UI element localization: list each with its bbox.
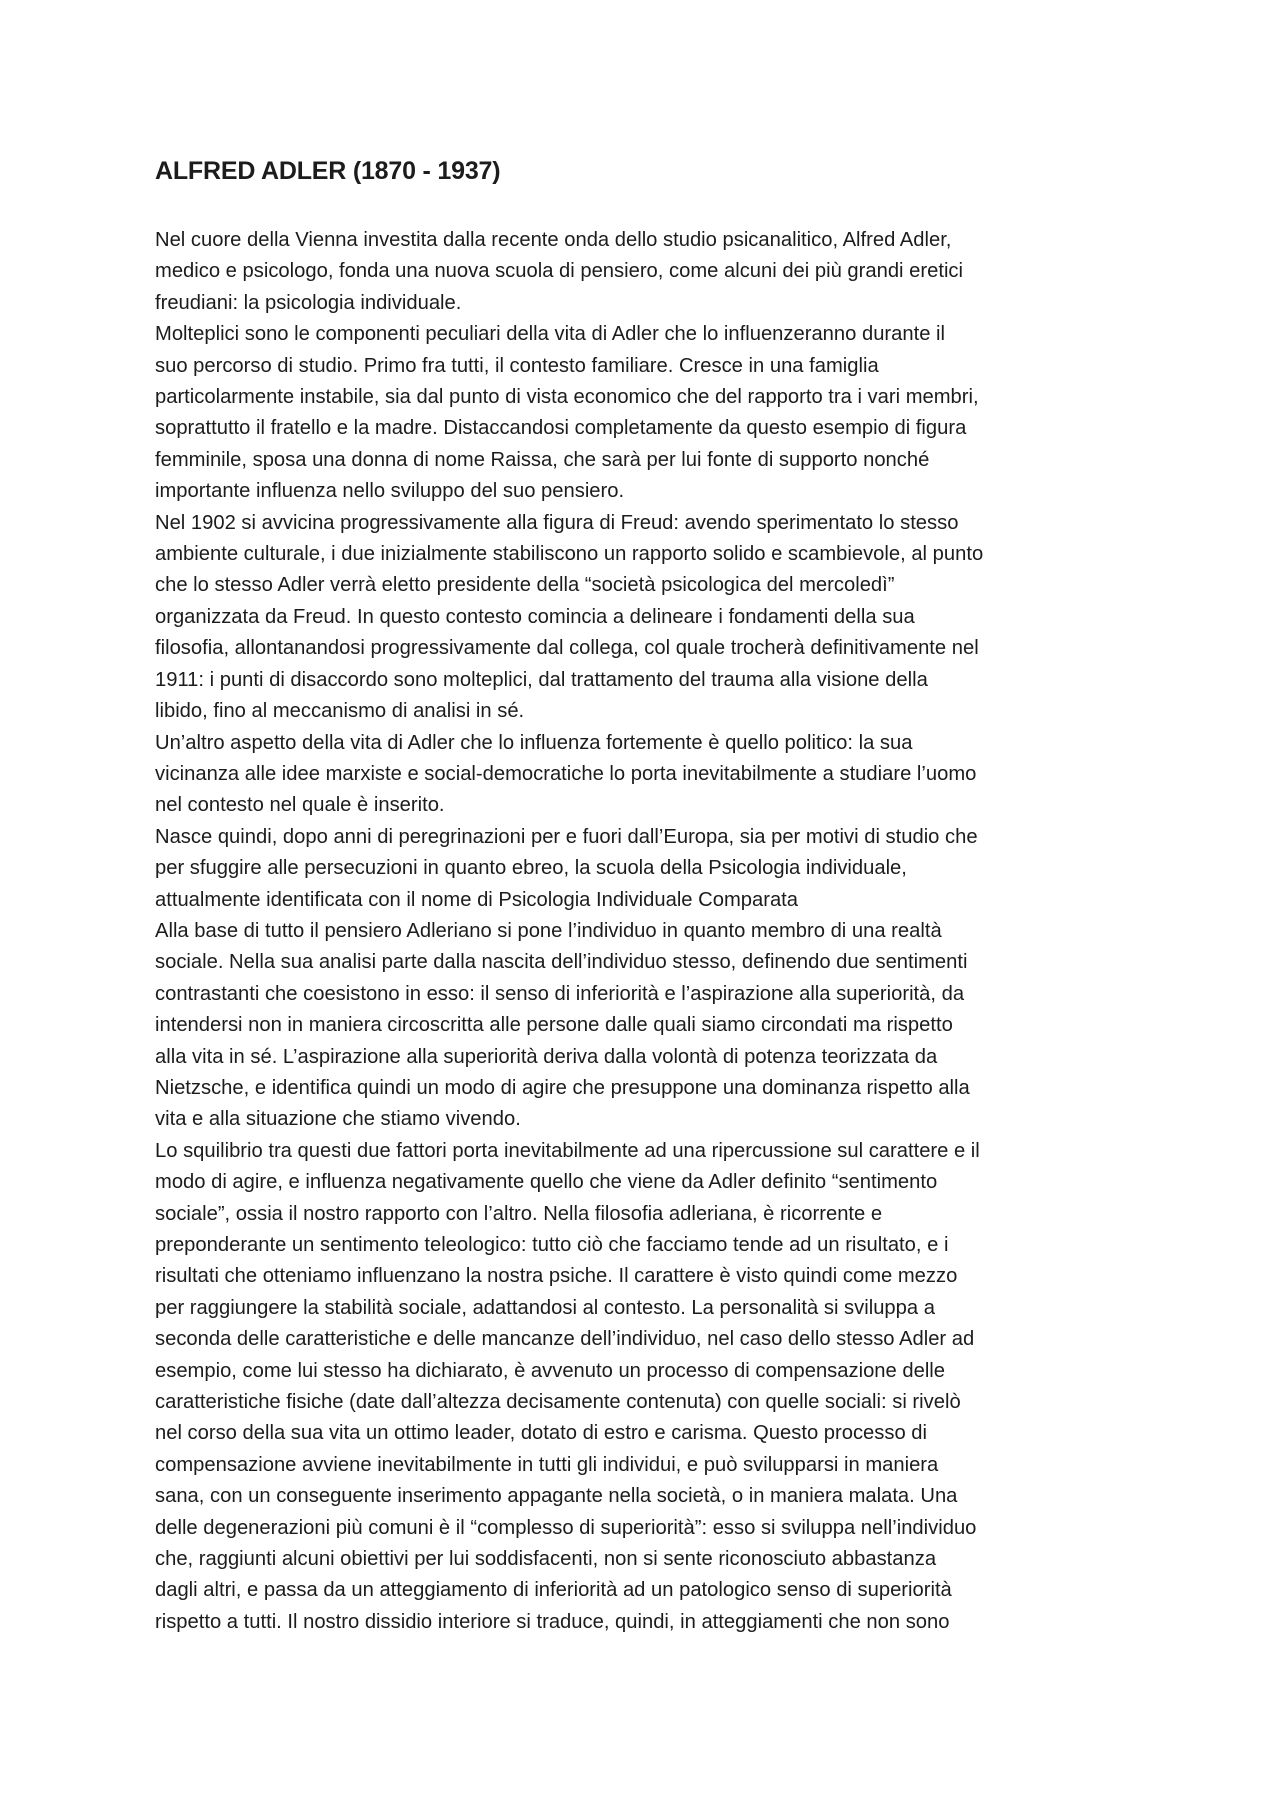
text-line: particolarmente instabile, sia dal punto di vista economico che del rapporto tra i vari membri,: [155, 386, 979, 409]
text-line: sociale. Nella sua analisi parte dalla nascita dell’individuo stesso, definendo due sentimenti: [155, 951, 968, 974]
text-line: femminile, sposa una donna di nome Raissa, che sarà per lui fonte di supporto nonché: [155, 448, 930, 471]
text-line: intendersi non in maniera circoscritta alle persone dalle quali siamo circondati ma rispetto: [155, 1014, 953, 1037]
text-line: attualmente identificata con il nome di Psicologia Individuale Comparata: [155, 888, 799, 911]
text-line: 1911: i punti di disaccordo sono molteplici, dal trattamento del trauma alla visione della: [155, 668, 928, 691]
text-line: che lo stesso Adler verrà eletto presidente della “società psicologica del mercoledì”: [155, 574, 895, 597]
text-line: medico e psicologo, fonda una nuova scuola di pensiero, come alcuni dei più grandi eretici: [155, 260, 964, 283]
text-line: freudiani: la psicologia individuale.: [155, 291, 462, 314]
text-line: sana, con un conseguente inserimento appagante nella società, o in maniera malata. Una: [155, 1485, 958, 1508]
text-line: filosofia, allontanandosi progressivamente dal collega, col quale trocherà definitivamente nel: [155, 637, 979, 660]
text-line: Nel cuore della Vienna investita dalla recente onda dello studio psicanalitico, Alfred Adler,: [155, 229, 952, 251]
text-line: Un’altro aspetto della vita di Adler che lo influenza fortemente è quello politico: la sua: [155, 731, 913, 754]
text-line: vicinanza alle idee marxiste e social-democratiche lo porta inevitabilmente a studiare l’uomo: [155, 762, 977, 785]
text-line: contrastanti che coesistono in esso: il senso di inferiorità e l’aspirazione alla superiorità, da: [155, 982, 965, 1005]
document-title: ALFRED ADLER (1870 - 1937): [155, 157, 501, 185]
text-line: vita e alla situazione che stiamo vivendo.: [155, 1108, 521, 1131]
text-line: esempio, come lui stesso ha dichiarato, è avvenuto un processo di compensazione delle: [155, 1359, 946, 1382]
text-line: rispetto a tutti. Il nostro dissidio interiore si traduce, quindi, in atteggiamenti che non sono: [155, 1610, 950, 1633]
text-line: Nietzsche, e identifica quindi un modo di agire che presuppone una dominanza rispetto alla: [155, 1076, 970, 1099]
text-line: alla vita in sé. L’aspirazione alla superiorità deriva dalla volontà di potenza teorizzata da: [155, 1045, 938, 1068]
text-line: soprattutto il fratello e la madre. Distaccandosi completamente da questo esempio di figura: [155, 417, 967, 440]
text-line: dagli altri, e passa da un atteggiamento di inferiorità ad un patologico senso di superiorità: [155, 1579, 952, 1602]
text-line: Nel 1902 si avvicina progressivamente alla figura di Freud: avendo sperimentato lo stesso: [155, 511, 959, 534]
text-line: delle degenerazioni più comuni è il “complesso di superiorità”: esso si sviluppa nell’individuo: [155, 1516, 977, 1539]
text-line: Alla base di tutto il pensiero Adleriano si pone l’individuo in quanto membro di una realtà: [155, 919, 942, 942]
text-line: compensazione avviene inevitabilmente in tutti gli individui, e può svilupparsi in maniera: [155, 1453, 939, 1476]
text-line: per sfuggire alle persecuzioni in quanto ebreo, la scuola della Psicologia individuale,: [155, 857, 907, 880]
text-line: libido, fino al meccanismo di analisi in sé.: [155, 700, 525, 723]
text-line: Lo squilibrio tra questi due fattori porta inevitabilmente ad una ripercussione sul carattere e il: [155, 1139, 980, 1162]
text-line: nel corso della sua vita un ottimo leader, dotato di estro e carisma. Questo processo di: [155, 1422, 928, 1445]
text-line: risultati che otteniamo influenzano la nostra psiche. Il carattere è visto quindi come mezzo: [155, 1265, 958, 1288]
text-line: modo di agire, e influenza negativamente quello che viene da Adler definito “sentimento: [155, 1171, 938, 1194]
text-line: che, raggiunti alcuni obiettivi per lui soddisfacenti, non si sente riconosciuto abbastanza: [155, 1548, 937, 1571]
text-line: sociale”, ossia il nostro rapporto con l’altro. Nella filosofia adleriana, è ricorrente e: [155, 1202, 883, 1225]
text-line: nel contesto nel quale è inserito.: [155, 794, 445, 817]
text-line: caratteristiche fisiche (date dall’altezza decisamente contenuta) con quelle sociali: si rivelò: [155, 1391, 961, 1414]
text-line: organizzata da Freud. In questo contesto comincia a delineare i fondamenti della sua: [155, 605, 915, 628]
text-line: preponderante un sentimento teleologico: tutto ciò che facciamo tende ad un risultato, e i: [155, 1234, 949, 1256]
text-line: per raggiungere la stabilità sociale, adattandosi al contesto. La personalità si sviluppa a: [155, 1296, 935, 1319]
text-line: importante influenza nello sviluppo del suo pensiero.: [155, 480, 625, 503]
document-body: [155, 225, 1185, 1638]
text-line: ambiente culturale, i due inizialmente stabiliscono un rapporto solido e scambievole, al punto: [155, 543, 984, 566]
text-line: suo percorso di studio. Primo fra tutti, il contesto familiare. Cresce in una famiglia: [155, 354, 879, 377]
text-line: Nasce quindi, dopo anni di peregrinazioni per e fuori dall’Europa, sia per motivi di studio che: [155, 825, 978, 848]
text-line: seconda delle caratteristiche e delle mancanze dell’individuo, nel caso dello stesso Adler ad: [155, 1328, 975, 1351]
text-line: Molteplici sono le componenti peculiari della vita di Adler che lo influenzeranno durante il: [155, 323, 946, 346]
